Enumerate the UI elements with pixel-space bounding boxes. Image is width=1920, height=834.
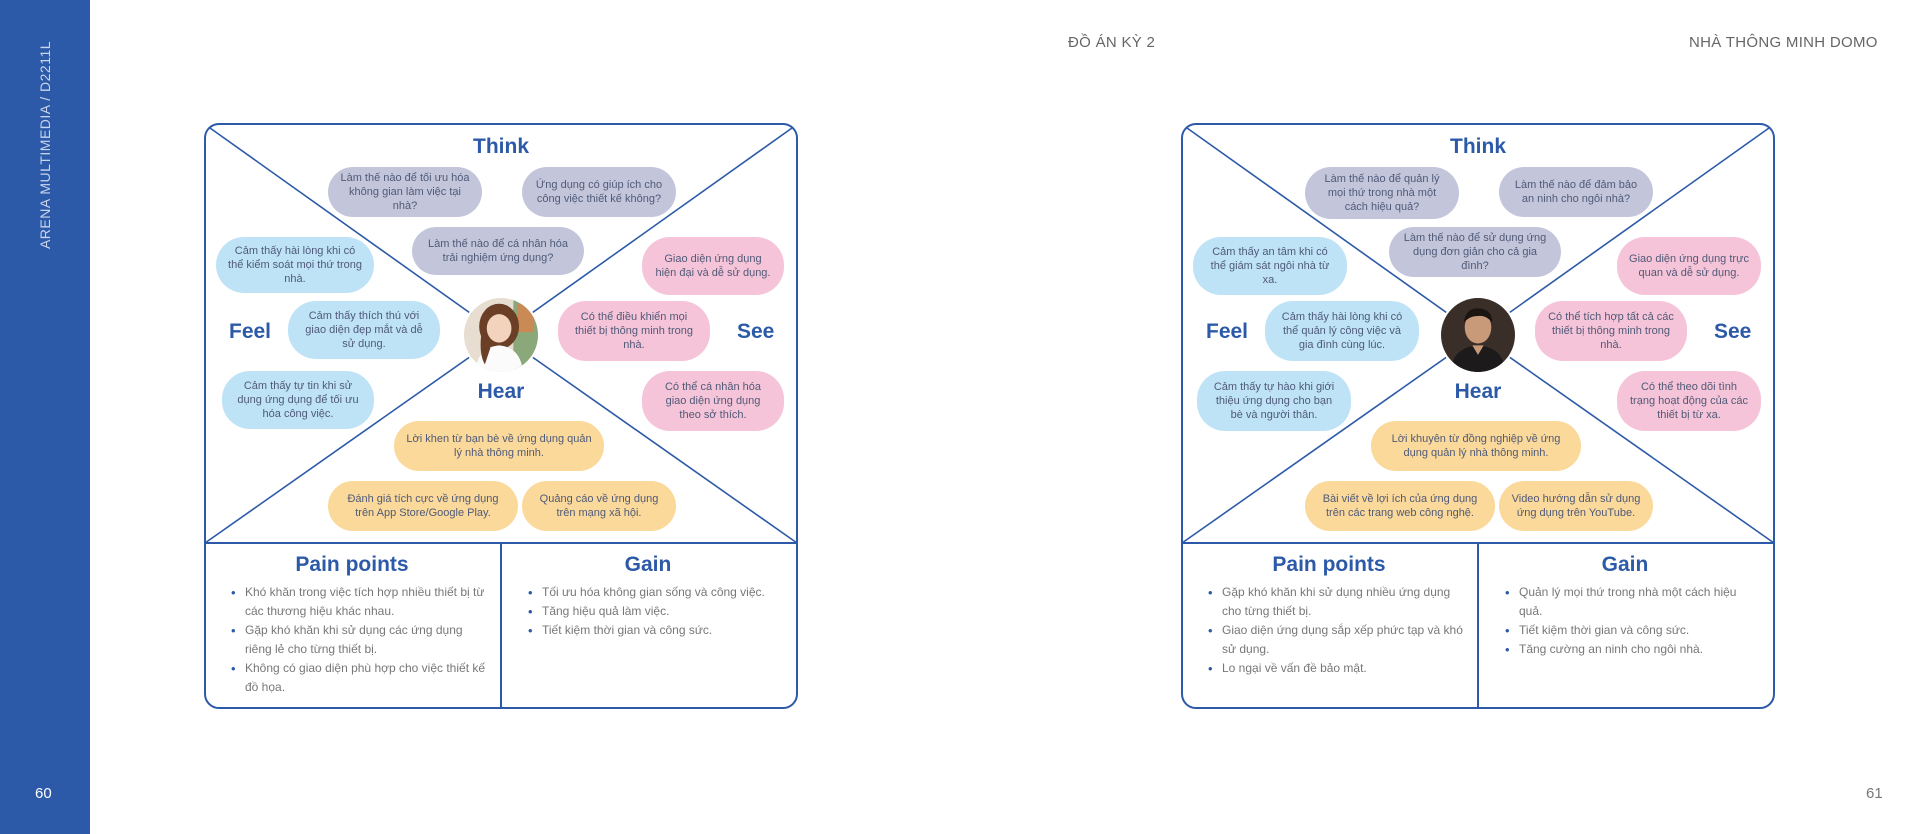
think-bubble: Làm thế nào để sử dụng ứng dụng đơn giản cho cả gia đình? xyxy=(1389,227,1561,277)
list-item: • Tiết kiệm thời gian và công sức. xyxy=(1505,621,1761,640)
male-persona-photo xyxy=(1441,298,1515,372)
gain-title: Gain xyxy=(624,553,672,576)
feel-label: Feel xyxy=(1206,320,1249,343)
think-label: Think xyxy=(1450,135,1506,158)
list-item: • Tối ưu hóa không gian sống và công việc. xyxy=(528,583,784,602)
pain-points-title: Pain points xyxy=(1272,553,1386,576)
hear-bubble: Lời khen từ bạn bè về ứng dụng quản lý nhà thông minh. xyxy=(394,421,604,471)
gain-list xyxy=(528,583,784,640)
hear-bubble: Đánh giá tích cực về ứng dụng trên App Store/Google Play. xyxy=(328,481,518,531)
feel-label: Feel xyxy=(229,320,272,343)
hear-label: Hear xyxy=(1454,380,1502,403)
see-label: See xyxy=(1714,320,1752,343)
sidebar-vertical-label: ARENA MULTIMEDIA / D2211L xyxy=(37,40,53,250)
persona-avatar xyxy=(1439,296,1517,374)
list-item: • Gặp khó khăn khi sử dụng nhiều ứng dụng cho từng thiết bị. xyxy=(1208,583,1463,621)
list-item: • Quản lý mọi thứ trong nhà một cách hiệu quả. xyxy=(1505,583,1761,621)
think-bubble: Làm thế nào để đảm bảo an ninh cho ngôi nhà? xyxy=(1499,167,1653,217)
header-product-name: NHÀ THÔNG MINH DOMO xyxy=(1689,34,1878,51)
feel-bubble: Cảm thấy hài lòng khi có thể quản lý công việc và gia đình cùng lúc. xyxy=(1265,301,1419,361)
female-persona-photo xyxy=(464,298,538,372)
empathy-map-2 xyxy=(1181,123,1775,709)
hear-bubble: Bài viết về lợi ích của ứng dụng trên các trang web công nghệ. xyxy=(1305,481,1495,531)
see-bubble: Có thể điều khiển mọi thiết bị thông minh trong nhà. xyxy=(558,301,710,361)
persona-avatar xyxy=(462,296,540,374)
page-number-right: 61 xyxy=(1866,785,1883,802)
hear-bubble: Quảng cáo về ứng dụng trên mạng xã hội. xyxy=(522,481,676,531)
see-bubble: Giao diện ứng dụng hiện đại và dễ sử dụng. xyxy=(642,237,784,295)
list-item: • Tăng hiệu quả làm việc. xyxy=(528,602,784,621)
feel-bubble: Cảm thấy thích thú với giao diện đẹp mắt và dễ sử dụng. xyxy=(288,301,440,359)
list-item: • Tăng cường an ninh cho ngôi nhà. xyxy=(1505,640,1761,659)
think-label: Think xyxy=(473,135,529,158)
sidebar xyxy=(0,0,90,834)
feel-bubble: Cảm thấy an tâm khi có thể giám sát ngôi nhà từ xa. xyxy=(1193,237,1347,295)
think-bubble: Làm thế nào để quản lý mọi thứ trong nhà một cách hiệu quả? xyxy=(1305,167,1459,219)
pain-points-list xyxy=(231,583,486,697)
gain-list xyxy=(1505,583,1761,659)
think-bubble: Làm thế nào để cá nhân hóa trải nghiệm ứng dụng? xyxy=(412,227,584,275)
hear-bubble: Lời khuyên từ đồng nghiệp về ứng dụng quản lý nhà thông minh. xyxy=(1371,421,1581,471)
list-item: • Tiết kiệm thời gian và công sức. xyxy=(528,621,784,640)
see-bubble: Có thể cá nhân hóa giao diện ứng dụng theo sở thích. xyxy=(642,371,784,431)
pain-points-title: Pain points xyxy=(295,553,409,576)
list-item: • Giao diện ứng dụng sắp xếp phức tạp và khó sử dụng. xyxy=(1208,621,1463,659)
feel-bubble: Cảm thấy tự tin khi sử dụng ứng dụng để tối ưu hóa công việc. xyxy=(222,371,374,429)
header-project-title: ĐỒ ÁN KỲ 2 xyxy=(1068,34,1156,51)
feel-bubble: Cảm thấy tự hào khi giới thiệu ứng dụng cho bạn bè và người thân. xyxy=(1197,371,1351,431)
think-bubble: Ứng dụng có giúp ích cho công việc thiết kế không? xyxy=(522,167,676,217)
page-number-left: 60 xyxy=(35,785,52,802)
list-item: • Gặp khó khăn khi sử dụng các ứng dụng riêng lẻ cho từng thiết bị. xyxy=(231,621,486,659)
see-bubble: Có thể tích hợp tất cả các thiết bị thông minh trong nhà. xyxy=(1535,301,1687,361)
hear-label: Hear xyxy=(477,380,525,403)
gain-title: Gain xyxy=(1601,553,1649,576)
list-item: • Lo ngại về vấn đề bảo mật. xyxy=(1208,659,1463,678)
pain-points-list xyxy=(1208,583,1463,678)
think-bubble: Làm thế nào để tối ưu hóa không gian làm việc tại nhà? xyxy=(328,167,482,217)
list-item: • Khó khăn trong việc tích hợp nhiều thiết bị từ các thương hiệu khác nhau. xyxy=(231,583,486,621)
see-bubble: Có thể theo dõi tình trạng hoạt động của các thiết bị từ xa. xyxy=(1617,371,1761,431)
hear-bubble: Video hướng dẫn sử dụng ứng dụng trên YouTube. xyxy=(1499,481,1653,531)
list-item: • Không có giao diện phù hợp cho việc thiết kế đồ họa. xyxy=(231,659,486,697)
feel-bubble: Cảm thấy hài lòng khi có thể kiểm soát mọi thứ trong nhà. xyxy=(216,237,374,293)
see-bubble: Giao diện ứng dụng trực quan và dễ sử dụng. xyxy=(1617,237,1761,295)
empathy-map-1 xyxy=(204,123,798,709)
see-label: See xyxy=(737,320,775,343)
